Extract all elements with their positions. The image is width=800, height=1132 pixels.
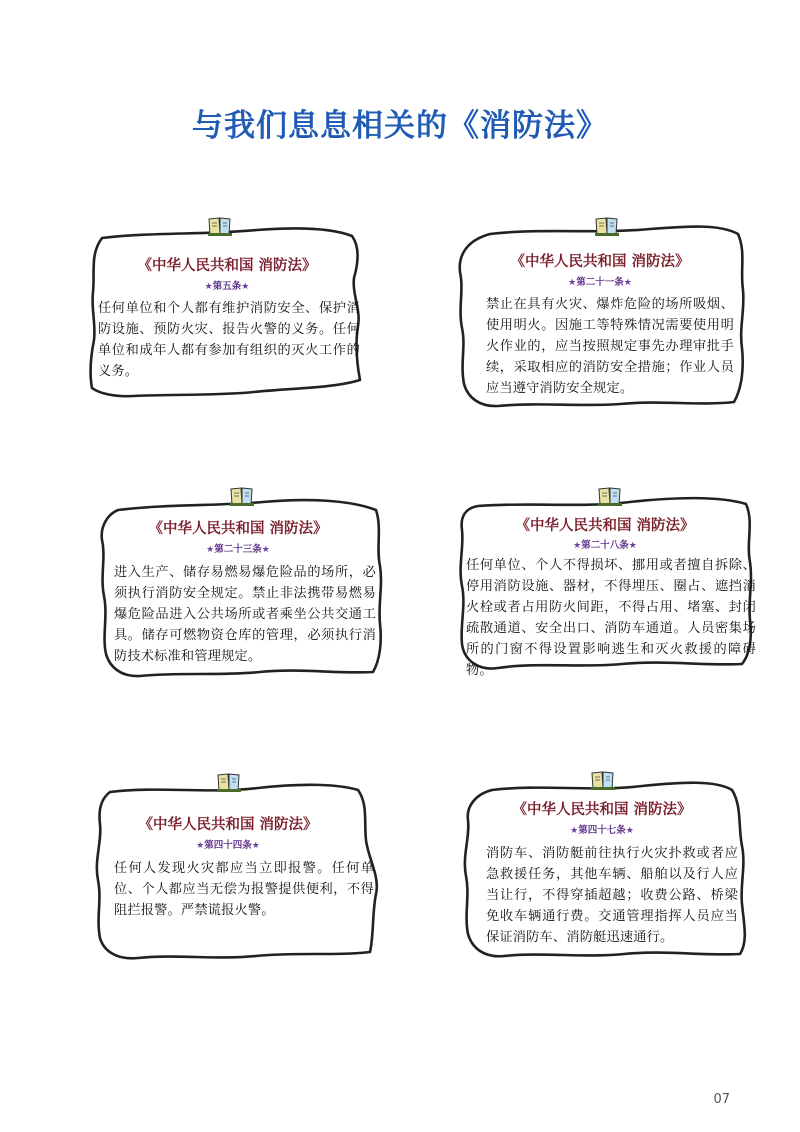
law-card [450,482,760,682]
law-name: 《中华人民共和国 消防法》 [138,816,318,833]
law-name: 《中华人民共和国 消防法》 [137,257,317,274]
law-card [88,482,388,682]
star-icon: ★ [204,282,213,292]
law-name: 《中华人民共和国 消防法》 [148,520,328,537]
star-icon: ★ [623,278,632,288]
law-card [82,212,372,402]
law-card [88,768,388,968]
article-text: 进入生产、储存易燃易爆危险品的场所，必须执行消防安全规定。禁止非法携带易燃易爆危险品进入公共场所或者乘坐公共交通工具。储存可燃物资仓库的管理，必须执行消防技术标准和管理规定。 [114,565,376,664]
star-icon: ★ [570,826,579,836]
article-number: ★第二十一条★ [568,277,632,288]
star-icon: ★ [568,278,577,288]
article-number: ★第二十八条★ [573,540,637,551]
star-icon: ★ [625,826,634,836]
article-number: ★第五条★ [204,281,250,292]
book-icon [215,771,243,793]
article-text: 任何单位和个人都有维护消防安全、保护消防设施、预防火灾、报告火警的义务。任何单位和成年人都有参加有组织的灭火工作的义务。 [98,301,360,379]
star-icon: ★ [261,545,270,555]
article-number: ★第四十七条★ [570,825,634,836]
book-icon [228,485,256,507]
star-icon: ★ [573,541,582,551]
law-name: 《中华人民共和国 消防法》 [510,253,690,270]
law-card [452,766,752,966]
article-text: 消防车、消防艇前往执行火灾扑救或者应急救援任务，其他车辆、船舶以及行人应当让行，不得穿插超越；收费公路、桥梁免收车辆通行费。交通管理指挥人员应当保证消防车、消防艇迅速通行。 [486,846,738,945]
page-title: 与我们息息相关的《消防法》 [192,108,608,144]
article-text: 任何人发现火灾都应当立即报警。任何单位、个人都应当无偿为报警提供便利，不得阻拦报警。严禁谎报火警。 [114,861,374,918]
article-text: 任何单位、个人不得损坏、挪用或者擅自拆除、停用消防设施、器材，不得埋压、圈占、遮挡消火栓或者占用防火间距，不得占用、堵塞、封闭疏散通道、安全出口、消防车通道。人员密集场所的门窗不得设置影响逃生和灭火救援的障碍物。 [466,558,756,678]
book-icon [593,215,621,237]
book-icon [206,215,234,237]
star-icon: ★ [628,541,637,551]
star-icon: ★ [206,545,215,555]
book-icon [596,485,624,507]
page-number: 07 [713,1092,730,1107]
law-name: 《中华人民共和国 消防法》 [512,801,692,818]
star-icon: ★ [196,841,205,851]
article-number: ★第二十三条★ [206,544,270,555]
law-card [450,212,750,412]
article-text: 禁止在具有火灾、爆炸危险的场所吸烟、使用明火。因施工等特殊情况需要使用明火作业的，应当按照规定事先办理审批手续，采取相应的消防安全措施；作业人员应当遵守消防安全规定。 [486,297,734,396]
article-number: ★第四十四条★ [196,840,260,851]
law-name: 《中华人民共和国 消防法》 [515,517,695,534]
star-icon: ★ [241,282,250,292]
star-icon: ★ [251,841,260,851]
book-icon [589,769,617,791]
